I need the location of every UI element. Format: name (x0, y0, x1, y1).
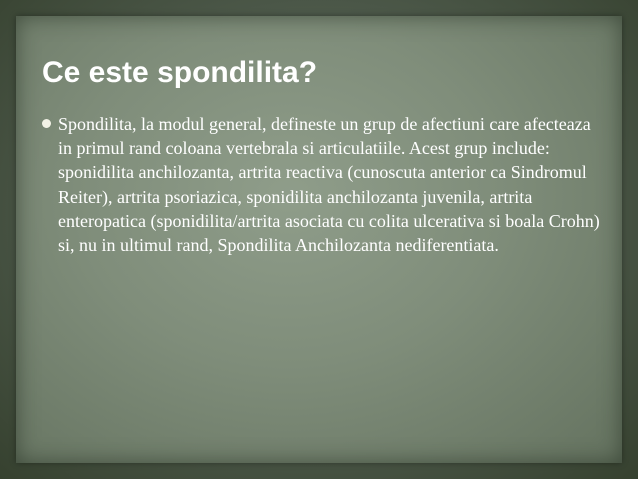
bullet-list (42, 112, 602, 257)
bullet-text: Spondilita, la modul general, defineste un grup de afectiuni care afecteaza in primul rand coloana vertebrala si articulatiile. Acest grup include: sponidilita anchilozanta, artrita reactiva (cunoscuta anterior ca Sindromul Reiter), artrita psoriazica, sponidilita anchilozanta juvenila, artrita enteropatica (sponidilita/artrita asociata cu colita ulcerativa si boala Crohn) si, nu in ultimul rand, Spondilita Anchilozanta nediferentiata. (58, 114, 600, 256)
bullet-dot-icon (42, 119, 51, 128)
slide-title: Ce este spondilita? (42, 56, 318, 89)
bullet-item (42, 112, 602, 257)
